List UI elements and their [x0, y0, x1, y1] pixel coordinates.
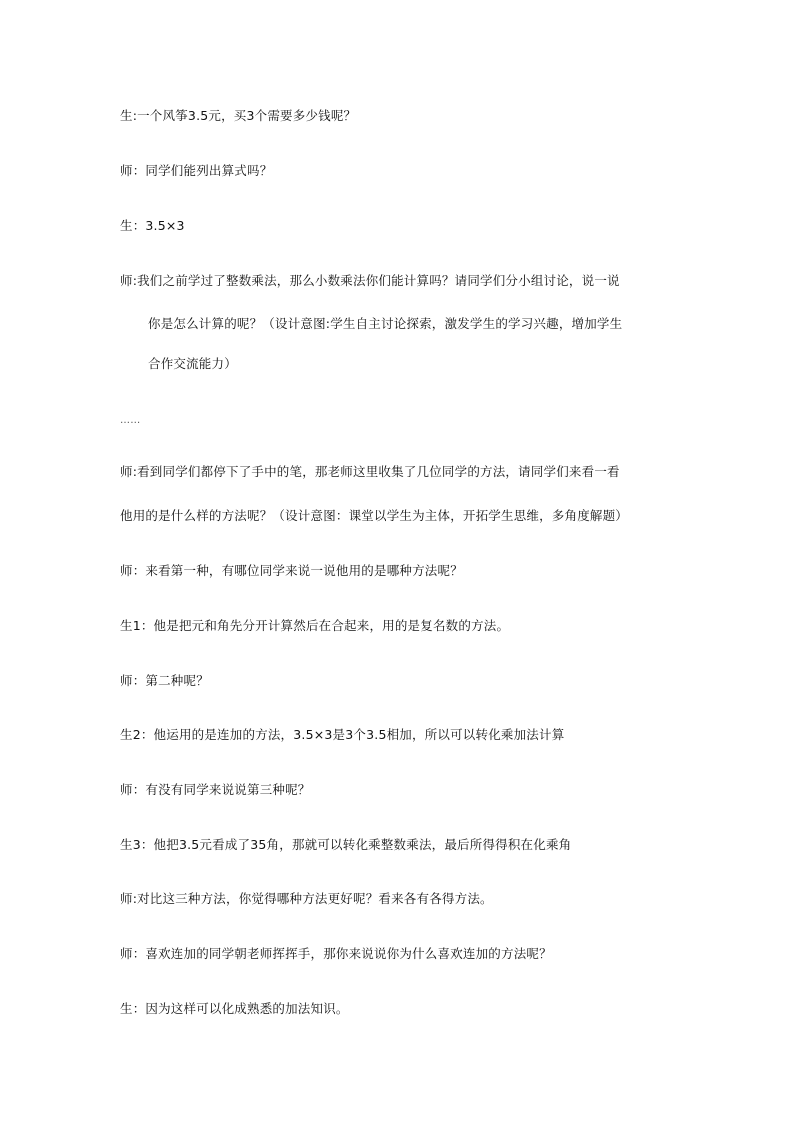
- dialogue-line: 师:我们之前学过了整数乘法，那么小数乘法你们能计算吗？请同学们分小组讨论，说一说: [120, 273, 620, 288]
- dialogue-line: 师：喜欢连加的同学朝老师挥挥手，那你来说说你为什么喜欢连加的方法呢？: [120, 946, 552, 961]
- dialogue-line: 师：第二种呢？: [120, 673, 209, 688]
- dialogue-line-continuation: 你是怎么计算的呢？（设计意图:学生自主讨论探索，激发学生的学习兴趣，增加学生: [148, 316, 623, 331]
- dialogue-line: 师：来看第一种，有哪位同学来说一说他用的是哪种方法呢？: [120, 563, 463, 578]
- dialogue-line: 生3：他把3.5元看成了35角，那就可以转化乘整数乘法，最后所得得积在化乘角: [120, 837, 572, 852]
- dialogue-line: 师：同学们能列出算式吗？: [120, 163, 273, 178]
- ellipsis-line: ……: [120, 415, 141, 426]
- dialogue-line: 生2：他运用的是连加的方法，3.5×3是3个3.5相加，所以可以转化乘加法计算: [120, 727, 565, 742]
- dialogue-line-continuation: 合作交流能力）: [148, 356, 237, 371]
- dialogue-line: 师：有没有同学来说说第三种呢？: [120, 782, 311, 797]
- dialogue-line: 生：3.5×3: [120, 218, 185, 233]
- dialogue-line: 师:看到同学们都停下了手中的笔，那老师这里收集了几位同学的方法，请同学们来看一看: [120, 464, 620, 479]
- dialogue-line: 生:一个风筝3.5元，买3个需要多少钱呢？: [120, 108, 357, 123]
- dialogue-line: 师:对比这三种方法，你觉得哪种方法更好呢？看来各有各得方法。: [120, 891, 493, 906]
- dialogue-line: 生：因为这样可以化成熟悉的加法知识。: [120, 1001, 349, 1016]
- dialogue-line: 生1：他是把元和角先分开计算然后在合起来，用的是复名数的方法。: [120, 618, 510, 633]
- dialogue-line: 他用的是什么样的方法呢？（设计意图：课堂以学生为主体，开拓学生思维，多角度解题）: [120, 508, 629, 523]
